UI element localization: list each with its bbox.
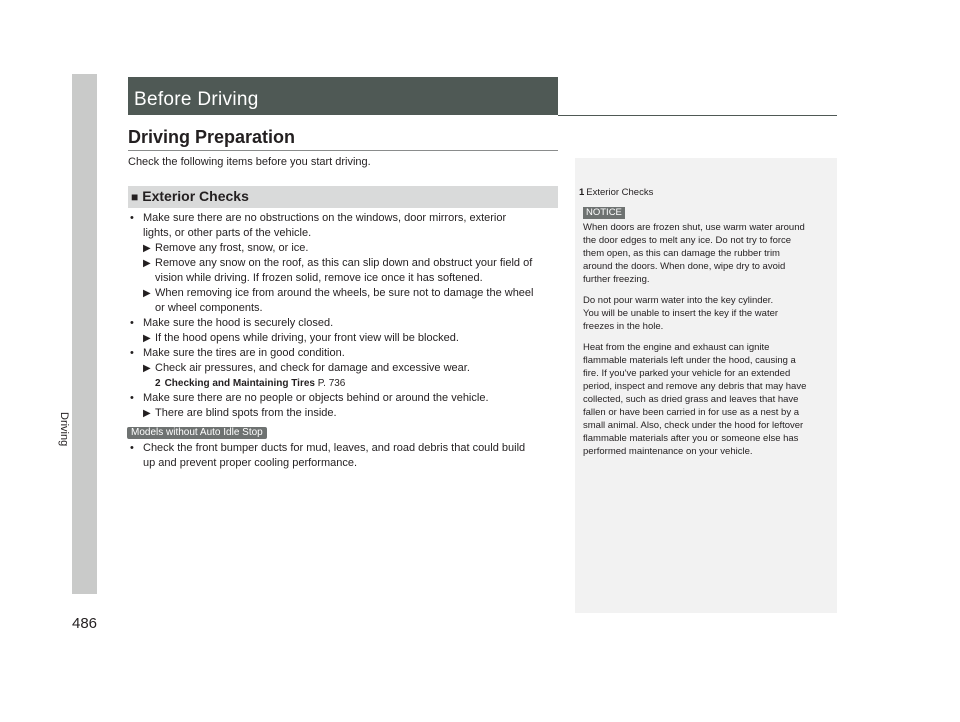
text-line: Heat from the engine and exhaust can ignite	[583, 342, 770, 353]
list-item	[128, 346, 568, 361]
text-line: Do not pour warm water into the key cylinder.	[583, 295, 774, 306]
sub-item	[128, 361, 568, 376]
text-line: performed maintenance on your vehicle.	[583, 446, 753, 457]
bullet-icon: •	[130, 442, 134, 454]
bullet-icon: •	[130, 347, 134, 359]
sub-item-text: vision while driving. If frozen solid, remove ice once it has softened.	[155, 272, 483, 284]
sub-item-text: Check air pressures, and check for damage and excessive wear.	[155, 362, 470, 374]
text-line: When doors are frozen shut, use warm water around	[583, 222, 805, 233]
text-line: flammable materials after you or someone else has	[583, 433, 799, 444]
list-item-text: Make sure there are no people or objects behind or around the vehicle.	[143, 392, 489, 404]
chapter-side-tab	[72, 74, 97, 594]
notice-paragraph	[583, 294, 833, 333]
text-line: small animal. Also, check under the hood for leftover	[583, 420, 804, 431]
list-item	[128, 211, 568, 241]
sub-item-text: or wheel components.	[155, 302, 263, 314]
bullet-icon: •	[130, 317, 134, 329]
square-marker-icon: ■	[131, 190, 139, 204]
list-item	[128, 441, 568, 471]
checklist-body	[128, 211, 568, 471]
list-item-text: up and prevent proper cooling performance.	[143, 457, 358, 469]
model-tag: Models without Auto Idle Stop	[127, 427, 267, 439]
list-item-text: Make sure the tires are in good condition.	[143, 347, 345, 359]
subsection-title	[131, 188, 249, 204]
bullet-icon: •	[130, 212, 134, 224]
sidebar-heading-text: Exterior Checks	[586, 187, 654, 198]
arrow-icon: ▶	[143, 363, 151, 374]
sub-item-text: Remove any frost, snow, or ice.	[155, 242, 309, 254]
chapter-label: Driving	[58, 412, 70, 447]
text-line: fallen or have been carried in for use as a nest by a	[583, 407, 799, 418]
reference-icon: 2	[155, 378, 161, 389]
arrow-icon: ▶	[143, 288, 151, 299]
text-line: flammable materials left under the hood, causing a	[583, 355, 796, 366]
list-item-text: lights, or other parts of the vehicle.	[143, 227, 312, 239]
arrow-icon: ▶	[143, 258, 151, 269]
text-line: freezes in the hole.	[583, 321, 664, 332]
sub-item	[128, 241, 568, 256]
sub-item	[128, 286, 568, 316]
text-line: collected, such as dried grass and leaves that have	[583, 394, 799, 405]
arrow-icon: ▶	[143, 243, 151, 254]
arrow-icon: ▶	[143, 333, 151, 344]
header-rule	[558, 115, 837, 116]
reference-page: P. 736	[317, 378, 346, 389]
heading-rule	[128, 150, 558, 151]
notice-paragraph	[583, 221, 833, 286]
page-number: 486	[72, 615, 98, 632]
text-line: them open, as this can damage the rubber trim	[583, 248, 780, 259]
sub-item-text: Remove any snow on the roof, as this can slip down and obstruct your field of	[155, 257, 533, 269]
text-line: the door edges to melt any ice. Do not try to force	[583, 235, 792, 246]
notice-badge: NOTICE	[583, 207, 625, 219]
text-line: You will be unable to insert the key if the water	[583, 308, 779, 319]
note-icon: 1	[579, 187, 585, 198]
subsection-title-text: Exterior Checks	[142, 188, 249, 204]
sub-item-text: If the hood opens while driving, your front view will be blocked.	[155, 332, 459, 344]
sidebar-text	[583, 221, 833, 466]
sub-item-text: There are blind spots from the inside.	[155, 407, 337, 419]
reference-title: Checking and Maintaining Tires	[164, 378, 315, 389]
sub-item	[128, 406, 568, 421]
header-title: Before Driving	[134, 89, 259, 110]
sub-item	[128, 256, 568, 286]
sub-item	[128, 331, 568, 346]
list-item	[128, 391, 568, 406]
text-line: fire. If you've parked your vehicle for an extended	[583, 368, 791, 379]
list-item	[128, 316, 568, 331]
text-line: period, inspect and remove any debris that may have	[583, 381, 807, 392]
intro-text: Check the following items before you start driving.	[128, 156, 371, 168]
bullet-icon: •	[130, 392, 134, 404]
list-item-text: Make sure there are no obstructions on the windows, door mirrors, exterior	[143, 212, 507, 224]
arrow-icon: ▶	[143, 408, 151, 419]
text-line: around the doors. When done, wipe dry to avoid	[583, 261, 786, 272]
section-heading: Driving Preparation	[128, 127, 296, 147]
list-item-text: Check the front bumper ducts for mud, leaves, and road debris that could build	[143, 442, 526, 454]
cross-reference-link[interactable]	[128, 376, 568, 391]
notice-paragraph	[583, 341, 833, 458]
list-item-text: Make sure the hood is securely closed.	[143, 317, 334, 329]
sub-item-text: When removing ice from around the wheels, be sure not to damage the wheel	[155, 287, 534, 299]
text-line: further freezing.	[583, 274, 650, 285]
sidebar-heading	[579, 187, 653, 198]
